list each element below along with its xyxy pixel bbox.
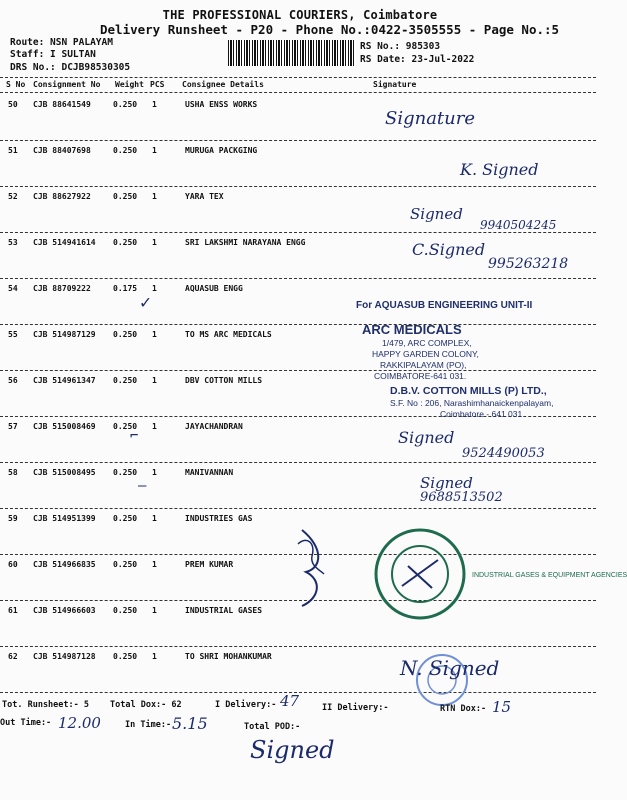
signature-row-62: N. Signed [400, 656, 500, 680]
row-consignment: CJB 515008495 [33, 468, 96, 477]
rs-date: RS Date: 23-Jul-2022 [360, 54, 475, 65]
row-pcs: 1 [152, 330, 157, 339]
tick-mark-icon: ⌐ [130, 428, 139, 444]
row-pcs: 1 [152, 606, 157, 615]
signature-row-58: Signed [420, 474, 473, 492]
row-consignment: CJB 515008469 [33, 422, 96, 431]
row-pcs: 1 [152, 652, 157, 661]
row-consignment: CJB 514987128 [33, 652, 96, 661]
row-divider [0, 508, 596, 509]
row-weight: 0.175 [113, 284, 138, 293]
gas-seal-text: INDUSTRIAL GASES & EQUIPMENT AGENCIES [472, 572, 627, 579]
phone-row-52: 9940504245 [480, 218, 557, 232]
in-time: In Time:- [125, 720, 172, 730]
tot-runsheet: Tot. Runsheet:- 5 [2, 700, 89, 710]
row-consignee: TO SHRI MOHANKUMAR [185, 652, 272, 661]
row-consignee: MURUGA PACKGING [185, 146, 258, 155]
row-sno: 55 [8, 330, 18, 339]
check-mark-icon: ✓ [140, 292, 151, 313]
dbv-stamp-line-1: S.F. No : 206, Narashimhanaickenpalayam, [390, 398, 554, 408]
row-consignee: TO MS ARC MEDICALS [185, 330, 272, 339]
row-sno: 50 [8, 100, 18, 109]
row-consignee: AQUASUB ENGG [185, 284, 243, 293]
row-sno: 61 [8, 606, 18, 615]
row-sno: 51 [8, 146, 18, 155]
signature-row-51: K. Signed [460, 160, 539, 179]
col-signature: Signature [373, 80, 417, 89]
row-weight: 0.250 [113, 330, 138, 339]
row-consignee: JAYACHANDRAN [185, 422, 243, 431]
row-weight: 0.250 [113, 422, 138, 431]
row-sno: 56 [8, 376, 18, 385]
row-pcs: 1 [152, 468, 157, 477]
dbv-stamp-line-2: Coimbatore - 641 031 [440, 409, 523, 419]
row-pcs: 1 [152, 560, 157, 569]
row-consignment: CJB 514966603 [33, 606, 96, 615]
col-weight: Weight [115, 80, 144, 89]
row-consignment: CJB 88641549 [33, 100, 91, 109]
row-consignment: CJB 514961347 [33, 376, 96, 385]
i-delivery-value: 47 [280, 692, 300, 710]
row-pcs: 1 [152, 284, 157, 293]
arc-stamp-line-2: HAPPY GARDEN COLONY, [372, 349, 479, 359]
row-sno: 60 [8, 560, 18, 569]
drs-number: DRS No.: DCJB98530305 [10, 62, 131, 73]
in-time-value: 5.15 [172, 714, 208, 733]
row-sno: 53 [8, 238, 18, 247]
row-consignee: SRI LAKSHMI NARAYANA ENGG [185, 238, 306, 247]
row-divider [0, 462, 596, 463]
row-weight: 0.250 [113, 146, 138, 155]
col-pcs: PCS [150, 80, 165, 89]
arc-stamp-line-1: 1/479, ARC COMPLEX, [382, 338, 472, 348]
staff-label: Staff: I SULTAN [10, 49, 96, 60]
row-sno: 54 [8, 284, 18, 293]
dash-mark-icon: — [138, 478, 147, 494]
rs-number: RS No.: 985303 [360, 41, 441, 52]
row-consignee: INDUSTRIAL GASES [185, 606, 263, 615]
row-consignment: CJB 514987129 [33, 330, 96, 339]
row-divider [0, 186, 596, 187]
row-divider [0, 232, 596, 233]
row-consignee: PREM KUMAR [185, 560, 234, 569]
header-bottom-rule [0, 92, 596, 93]
row-consignee: DBV COTTON MILLS [185, 376, 263, 385]
row-sno: 58 [8, 468, 18, 477]
arc-stamp-line-4: COIMBATORE-641 031. [374, 371, 467, 381]
arc-stamp-line-3: RAKKIPALAYAM (PO), [380, 360, 467, 370]
col-details: Consignee Details [182, 80, 264, 89]
row-consignee: USHA ENSS WORKS [185, 100, 258, 109]
row-consignee: INDUSTRIES GAS [185, 514, 253, 523]
row-consignment: CJB 514941614 [33, 238, 96, 247]
col-sno: S No [6, 80, 26, 89]
row-weight: 0.250 [113, 560, 138, 569]
row-consignment: CJB 514951399 [33, 514, 96, 523]
row-divider [0, 370, 596, 371]
row-consignment: CJB 88407698 [33, 146, 91, 155]
arc-stamp-name: ARC MEDICALS [362, 322, 462, 337]
row-consignee: MANIVANNAN [185, 468, 234, 477]
row-weight: 0.250 [113, 192, 138, 201]
row-weight: 0.250 [113, 100, 138, 109]
i-delivery: I Delivery:- [215, 700, 277, 710]
aquasub-stamp-text: For AQUASUB ENGINEERING UNIT-II [356, 300, 533, 311]
gas-company-seal [372, 526, 468, 622]
rtn-dox: RTN Dox:- [440, 704, 487, 714]
company-title: THE PROFESSIONAL COURIERS, Coimbatore [162, 8, 438, 22]
row-consignee: YARA TEX [185, 192, 224, 201]
barcode [228, 40, 356, 66]
out-time-value: 12.00 [58, 714, 101, 732]
dbv-stamp-name: D.B.V. COTTON MILLS (P) LTD., [390, 385, 547, 397]
out-time: Out Time:- [0, 718, 52, 728]
route-label: Route: NSN PALAYAM [10, 37, 113, 48]
row-pcs: 1 [152, 376, 157, 385]
row-weight: 0.250 [113, 376, 138, 385]
footer-signature: Signed [250, 736, 335, 764]
row-sno: 62 [8, 652, 18, 661]
row-pcs: 1 [152, 146, 157, 155]
row-consignment: CJB 88709222 [33, 284, 91, 293]
signature-row-57: Signed [398, 428, 455, 447]
phone-row-53: 995263218 [488, 256, 569, 272]
row-divider [0, 140, 596, 141]
row-sno: 52 [8, 192, 18, 201]
col-consignment: Consignment No [33, 80, 101, 89]
ii-delivery: II Delivery:- [322, 703, 389, 713]
row-divider [0, 324, 596, 325]
rtn-dox-value: 15 [492, 698, 512, 716]
row-divider [0, 278, 596, 279]
runsheet-subtitle: Delivery Runsheet - P20 - Phone No.:0422-3505555 - Page No.:5 [100, 22, 560, 37]
row-sno: 59 [8, 514, 18, 523]
scribble-mark-icon [296, 536, 326, 576]
row-pcs: 1 [152, 422, 157, 431]
signature-row-50: Signature [385, 108, 476, 129]
phone-row-57: 9524490053 [462, 446, 545, 461]
row-consignment: CJB 514966835 [33, 560, 96, 569]
row-pcs: 1 [152, 514, 157, 523]
row-weight: 0.250 [113, 238, 138, 247]
row-pcs: 1 [152, 100, 157, 109]
row-pcs: 1 [152, 238, 157, 247]
row-divider [0, 646, 596, 647]
header-top-rule [0, 77, 596, 78]
row-pcs: 1 [152, 192, 157, 201]
row-weight: 0.250 [113, 652, 138, 661]
signature-row-53: C.Signed [412, 240, 486, 259]
row-consignment: CJB 88627922 [33, 192, 91, 201]
phone-row-58: 9688513502 [420, 490, 503, 505]
total-pod: Total POD:- [244, 722, 301, 732]
row-weight: 0.250 [113, 468, 138, 477]
row-weight: 0.250 [113, 514, 138, 523]
total-dox: Total Dox:- 62 [110, 700, 182, 710]
row-sno: 57 [8, 422, 18, 431]
signature-row-52: Signed [410, 205, 463, 223]
row-weight: 0.250 [113, 606, 138, 615]
